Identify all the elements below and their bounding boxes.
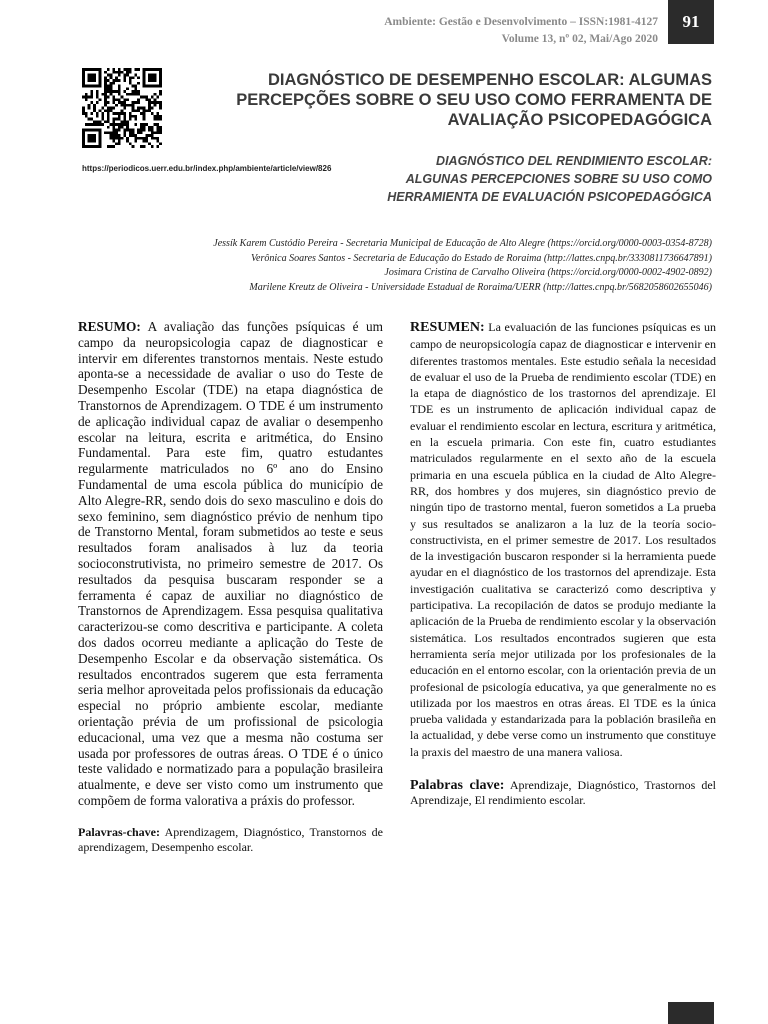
keywords-pt-label: Palavras-chave: — [78, 824, 160, 839]
article-title-pt: DIAGNÓSTICO DE DESEMPENHO ESCOLAR: ALGUMAS PERCEPÇÕES SOBRE O SEU USO COMO FERRAMENTA DE AVALIAÇÃO PSICOPEDAGÓGICA — [236, 71, 712, 129]
abstract-pt-text: A avaliação das funções psíquicas é um campo da neuropsicologia capaz de diagnosticar e intervir em diferentes transtornos mentais. Neste estudo aponta-se a necessidade de avaliar o uso do Teste de Desempenho Escolar (TDE) na etapa diagnóstica de Transtornos de Aprendizagem. O TDE é um instrumento de aplicação individual capaz de avaliar o desempenho escolar na leitura, escrita e aritmética, do Ensino Fundamental. Para este fim, quatro estudantes regularmente matriculados no 6º ano do Ensino Fundamental de uma escola pública do município de Alto Alegre-RR, sendo dois do sexo masculino e dois do sexo feminino, sem diagnóstico prévio de nenhum tipo de Transtorno Mental, foram submetidos ao teste e seus resultados foram analisados à luz da teoria socioconstrutivista, no primeiro semestre de 2017. Os resultados da pesquisa buscaram responder se a ferramenta é capaz de auxiliar no diagnóstico de Transtornos de Aprendizagem. Essa pesquisa qualitativa caracterizou-se como descritiva e participante. A coleta dos dados ocorreu mediante a aplicação do Teste de Desempenho Escolar e da observação sistemática. Os resultados encontrados sugerem que esta ferramenta seria melhor aproveitada pelos profissionais da educação especial no próprio ambiente escolar, mediante orientação prévia de um profissional de psicologia educacional, uma vez que a mesma não costuma ser usada por professores de outras áreas. O TDE é o único teste validado e normatizado para a população brasileira atualmente, e deve ser visto como um instrumento que compõem de forma valorativa a práxis do professor. — [78, 319, 384, 808]
article-title-es: DIAGNÓSTICO DEL RENDIMIENTO ESCOLAR: ALGUNAS PERCEPCIONES SOBRE SU USO COMO HERRAMIENTA DE EVALUACIÓN PSICOPEDAGÓGICA — [387, 154, 712, 204]
abstract-pt-label: RESUMO: — [78, 319, 141, 334]
abstract-es-text: La evaluación de las funciones psíquicas es un campo de neuropsicología capaz de diagnosticar e intervenir en diferentes trastomos mentales. Este estudio señala la necesidad de evaluar el uso de la Prueba de rendimiento escolar (TDE) en la etapa de diagnóstico de los trastornos del aprendizaje. El TDE es un instrumento de aplicación individual capaz de evaluar el rendimiento escolar en lectura, escritura y aritmética, en la escuela primaria. Con este fin, cuatro estudiantes matriculados regularmente en el sexto año de la escuela primaria en una escuela pública en la ciudad de Alto Alegre-RR, dos hombres y dos mujeres, sin diagnóstico previo de ningún tipo de trastorno mental, fueron sometidos a La prueba y sus resultados se analizaron a la luz de la teoría socio-constructivista, en el primer semestre de 2017. Los resultados de la investigación buscaron responder si la herramienta puede ayudar en el diagnóstico de los trastornos del aprendizaje. Esta investigación cualitativa se caracterizó como descriptiva y participativa. La recopilación de datos se produjo mediante la aplicación de la Prueba de rendimiento escolar y la observación sistemática. Los resultados encontrados sugieren que esta herramienta sería mejor utilizada por los profesionales de la educación en el entorno escolar, con la orientación previa de un profesional de psicología educativa, ya que generalmente no es utilizada por los maestros en otras áreas. El TDE es la única prueba validada y estandarizada para la población brasileña en la actualidad, y debe verse como un instrumento que constituye la praxis del maestro de una manera valiosa. — [410, 320, 717, 759]
abstract-es-label: RESUMEN: — [410, 320, 485, 335]
keywords-es-label: Palabras clave: — [410, 778, 505, 794]
author-line: Marilene Kreutz de Oliveira - Universidade Estadual de Roraima/UERR (http://lattes.cnpq.br/5682058602655046) — [249, 281, 712, 293]
journal-header — [238, 14, 658, 48]
abstract-pt — [78, 319, 383, 855]
footer-block — [668, 1002, 714, 1024]
abstract-es — [410, 319, 716, 808]
page-number: 91 — [668, 0, 714, 44]
author-line: Jessík Karem Custódio Pereira - Secretaria Municipal de Educação de Alto Alegre (https://orcid.org/0000-0003-0354-8728) — [213, 238, 712, 249]
author-list — [72, 237, 712, 295]
abstract-es-body — [410, 319, 716, 760]
abstract-pt-body — [78, 319, 383, 809]
journal-name: Ambiente: Gestão e Desenvolvimento – ISSN:1981-4127 — [384, 16, 658, 28]
author-line: Josimara Cristina de Carvalho Oliveira (https://orcid.org/0000-0002-4902-0892) — [384, 267, 712, 278]
author-line: Verônica Soares Santos - Secretaria de Educação do Estado de Roraima (http://lattes.cnpq.br/3330811736647891) — [251, 252, 712, 264]
keywords-es — [410, 778, 716, 808]
article-url[interactable]: https://periodicos.uerr.edu.br/index.php/ambiente/article/view/826 — [82, 164, 332, 173]
qr-code-icon[interactable] — [82, 68, 162, 148]
journal-volume: Volume 13, nº 02, Mai/Ago 2020 — [501, 33, 658, 45]
keywords-pt-text: Aprendizagem, Diagnóstico, Transtornos de aprendizagem, Desempenho escolar. — [78, 824, 384, 854]
keywords-es-text: Aprendizaje, Diagnóstico, Trastornos del Aprendizaje, El rendimiento escolar. — [410, 778, 716, 808]
keywords-pt — [78, 825, 383, 855]
